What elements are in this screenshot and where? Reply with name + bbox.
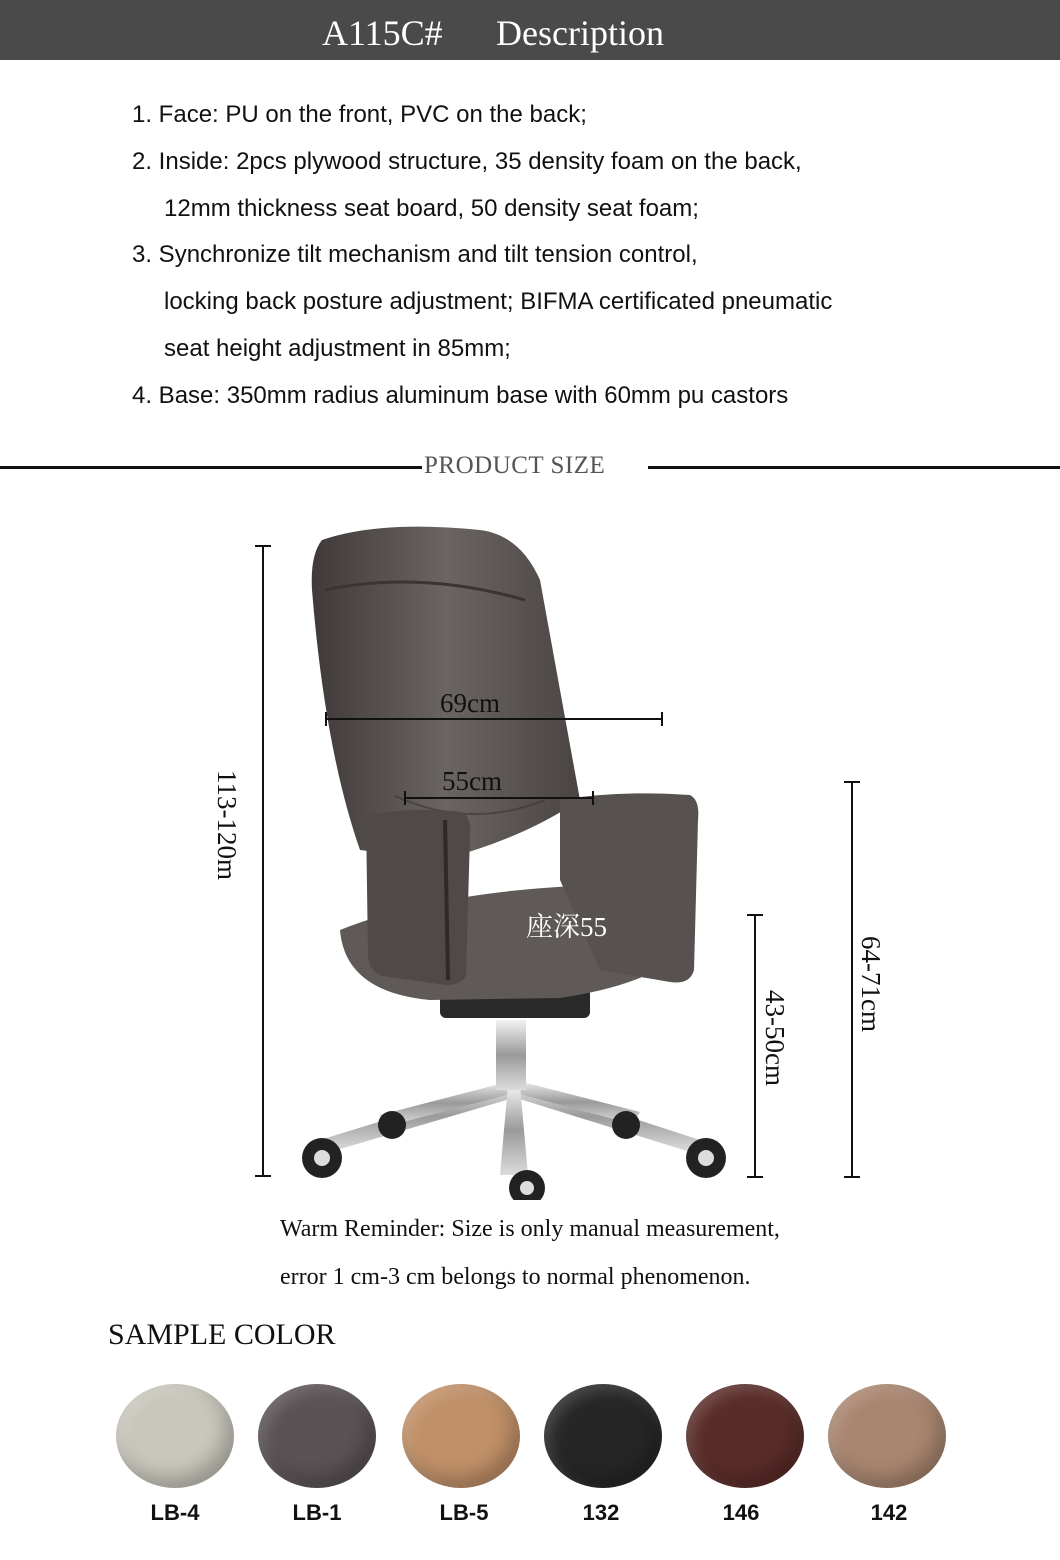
description-line: 2. Inside: 2pcs plywood structure, 35 density foam on the back, xyxy=(132,147,802,175)
divider-left xyxy=(0,466,422,469)
chair-image xyxy=(302,527,726,1200)
divider-right xyxy=(648,466,1060,469)
swatch-label: LB-1 xyxy=(292,1500,342,1525)
model-number: A115C# xyxy=(322,13,443,53)
dimension-total-height xyxy=(212,546,271,1176)
seat-width-label: 55cm xyxy=(442,766,502,796)
description-line: 1. Face: PU on the front, PVC on the back; xyxy=(132,101,587,128)
total-height-label: 113-120m xyxy=(212,770,242,880)
width-label: 69cm xyxy=(440,688,500,718)
color-swatch-lb-4 xyxy=(116,1384,234,1488)
product-size-diagram xyxy=(0,500,1060,1200)
description-line: locking back posture adjustment; BIFMA certificated pneumatic xyxy=(164,288,833,316)
header-title: Description xyxy=(496,13,664,53)
sample-color-title: SAMPLE COLOR xyxy=(108,1318,336,1351)
reminder-line: error 1 cm-3 cm belongs to normal phenomenon. xyxy=(280,1264,751,1290)
swatch-label: 142 xyxy=(870,1500,908,1525)
warm-reminder xyxy=(280,1205,780,1301)
description-line: 4. Base: 350mm radius aluminum base with 60mm pu castors xyxy=(132,381,789,409)
color-swatch-lb-5 xyxy=(402,1384,520,1488)
dimension-seat-height xyxy=(747,915,790,1177)
description-line: 12mm thickness seat board, 50 density seat foam; xyxy=(164,194,699,222)
color-swatch-lb-1 xyxy=(258,1384,376,1488)
swatch-label: LB-4 xyxy=(150,1500,200,1525)
seat-height-label: 43-50cm xyxy=(760,990,790,1086)
color-swatch-142 xyxy=(828,1384,946,1488)
description-list xyxy=(132,92,832,420)
swatch-label: LB-5 xyxy=(439,1500,489,1525)
color-swatch-146 xyxy=(686,1384,804,1488)
seat-depth-label: 座深55 xyxy=(526,912,607,942)
color-swatch-132 xyxy=(544,1384,662,1488)
dimension-arm-height xyxy=(844,782,886,1177)
header-bar xyxy=(0,0,1060,60)
description-line: 3. Synchronize tilt mechanism and tilt tension control, xyxy=(132,241,698,269)
section-title-product-size: PRODUCT SIZE xyxy=(424,452,606,479)
description-line: seat height adjustment in 85mm; xyxy=(164,334,511,362)
chair-base xyxy=(302,988,726,1200)
swatch-label: 132 xyxy=(582,1500,620,1525)
reminder-line: Warm Reminder: Size is only manual measurement, xyxy=(280,1216,780,1242)
arm-height-label: 64-71cm xyxy=(856,936,886,1032)
swatch-label: 146 xyxy=(722,1500,760,1525)
